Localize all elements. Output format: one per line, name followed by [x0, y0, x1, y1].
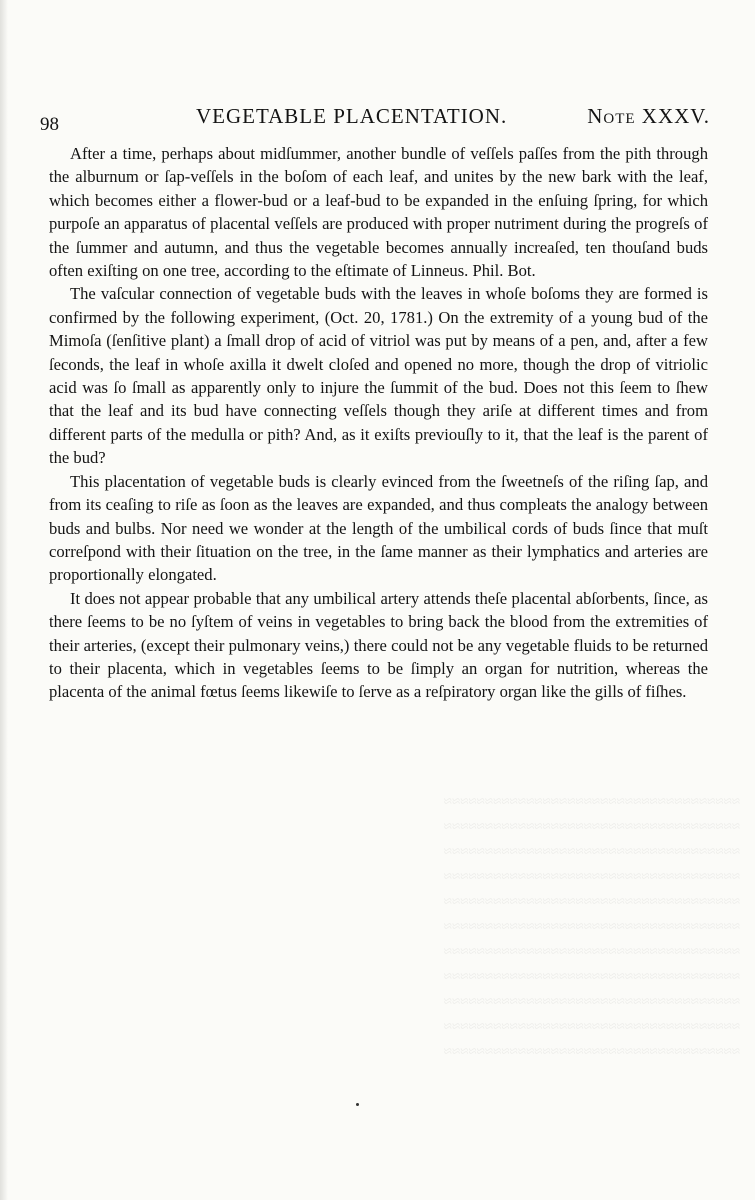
note-prefix-first: N [587, 104, 604, 128]
page-edge-shadow [0, 0, 8, 1200]
paragraph: It does not appear probable that any umbilical artery attends theſe placental abſorbents, ſince, as there ſeems to be no ſyſtem of veins in vegetables to bring back the blood from the extremities of their arteries, (except their pulmonary veins,) there could not be any vegetable fluids to be returned to their placenta, which in vegetables ſeems to be ſimply an organ for nutrition, whereas the placenta of the animal fœtus ſeems likewiſe to ſerve as a reſpiratory organ like the gills of fiſhes. [49, 588, 708, 702]
page-number: 98 [40, 114, 59, 135]
paragraph: The vaſcular connection of vegetable buds with the leaves in whoſe boſoms they are formed is confirmed by the following experiment, (Oct. 20, 1781.) On the extremity of a young bud of the Mimoſa (ſenſitive plant) a ſmall drop of acid of vitriol was put by means of a pen, and, after a few ſeconds, the leaf in whoſe axilla it dwelt cloſed and opened no more, though the drop of vitriolic acid was ſo ſmall as apparently only to injure the ſummit of the bud. Does not this ſeem to ſhew that the leaf and its bud have connecting veſſels though they ariſe at different times and from different parts of the medulla or pith? And, as it exiſts previouſly to it, that the leaf is the parent of the bud? [49, 284, 708, 468]
note-prefix-rest: OTE [603, 111, 636, 127]
running-title: VEGETABLE PLACENTATION. [196, 104, 508, 128]
body-text [49, 142, 708, 704]
page-header [40, 104, 710, 134]
ink-speck [356, 1103, 359, 1106]
show-through-texture: ≈≈≈≈≈≈≈≈≈≈≈≈≈≈≈≈≈≈≈≈≈≈≈≈≈≈≈≈≈≈≈≈≈≈≈≈ ≈≈≈≈≈≈≈≈≈≈≈≈≈≈≈≈≈≈≈≈≈≈≈≈≈≈≈≈≈≈≈≈≈≈≈≈ ≈≈≈≈≈≈≈≈≈≈≈≈≈≈≈≈≈≈≈≈≈≈≈≈≈≈≈≈≈≈≈≈≈≈≈≈ ≈≈≈≈≈≈≈≈≈≈≈≈≈≈≈≈≈≈≈≈≈≈≈≈≈≈≈≈≈≈≈≈≈≈≈≈ ≈≈≈≈≈≈≈≈≈≈≈≈≈≈≈≈≈≈≈≈≈≈≈≈≈≈≈≈≈≈≈≈≈≈≈≈ ≈≈≈≈≈≈≈≈≈≈≈≈≈≈≈≈≈≈≈≈≈≈≈≈≈≈≈≈≈≈≈≈≈≈≈≈ ≈≈≈≈≈≈≈≈≈≈≈≈≈≈≈≈≈≈≈≈≈≈≈≈≈≈≈≈≈≈≈≈≈≈≈≈ ≈≈≈≈≈≈≈≈≈≈≈≈≈≈≈≈≈≈≈≈≈≈≈≈≈≈≈≈≈≈≈≈≈≈≈≈ ≈≈≈≈≈≈≈≈≈≈≈≈≈≈≈≈≈≈≈≈≈≈≈≈≈≈≈≈≈≈≈≈≈≈≈≈ ≈≈≈≈≈≈≈≈≈≈≈≈≈≈≈≈≈≈≈≈≈≈≈≈≈≈≈≈≈≈≈≈≈≈≈≈ ≈≈≈≈≈≈≈≈≈≈≈≈≈≈≈≈≈≈≈≈≈≈≈≈≈≈≈≈≈≈≈≈≈≈≈≈ [443, 794, 740, 1060]
note-number: XXXV. [641, 104, 710, 128]
note-label [587, 104, 710, 129]
paragraph: After a time, perhaps about midſummer, another bundle of veſſels paſſes from the pith through the alburnum or ſap-veſſels in the boſom of each leaf, and unites by the new bark with the leaf, which becomes either a flower-bud or a leaf-bud to be expanded in the enſuing ſpring, for which purpoſe an apparatus of placental veſſels are produced with proper nutriment during the progreſs of the ſummer and autumn, and thus the vegetable becomes annually increaſed, ten thouſand buds often exiſting on one tree, according to the eſtimate of Linneus. Phil. Bot. [49, 144, 708, 281]
paragraph: This placentation of vegetable buds is clearly evinced from the ſweetneſs of the riſing ſap, and from its ceaſing to riſe as ſoon as the leaves are expanded, and thus compleats the analogy between buds and bulbs. Nor need we wonder at the length of the umbilical cords of buds ſince that muſt correſpond with their ſituation on the tree, in the ſame manner as their lymphatics and arteries are proportionally elongated. [49, 471, 708, 585]
